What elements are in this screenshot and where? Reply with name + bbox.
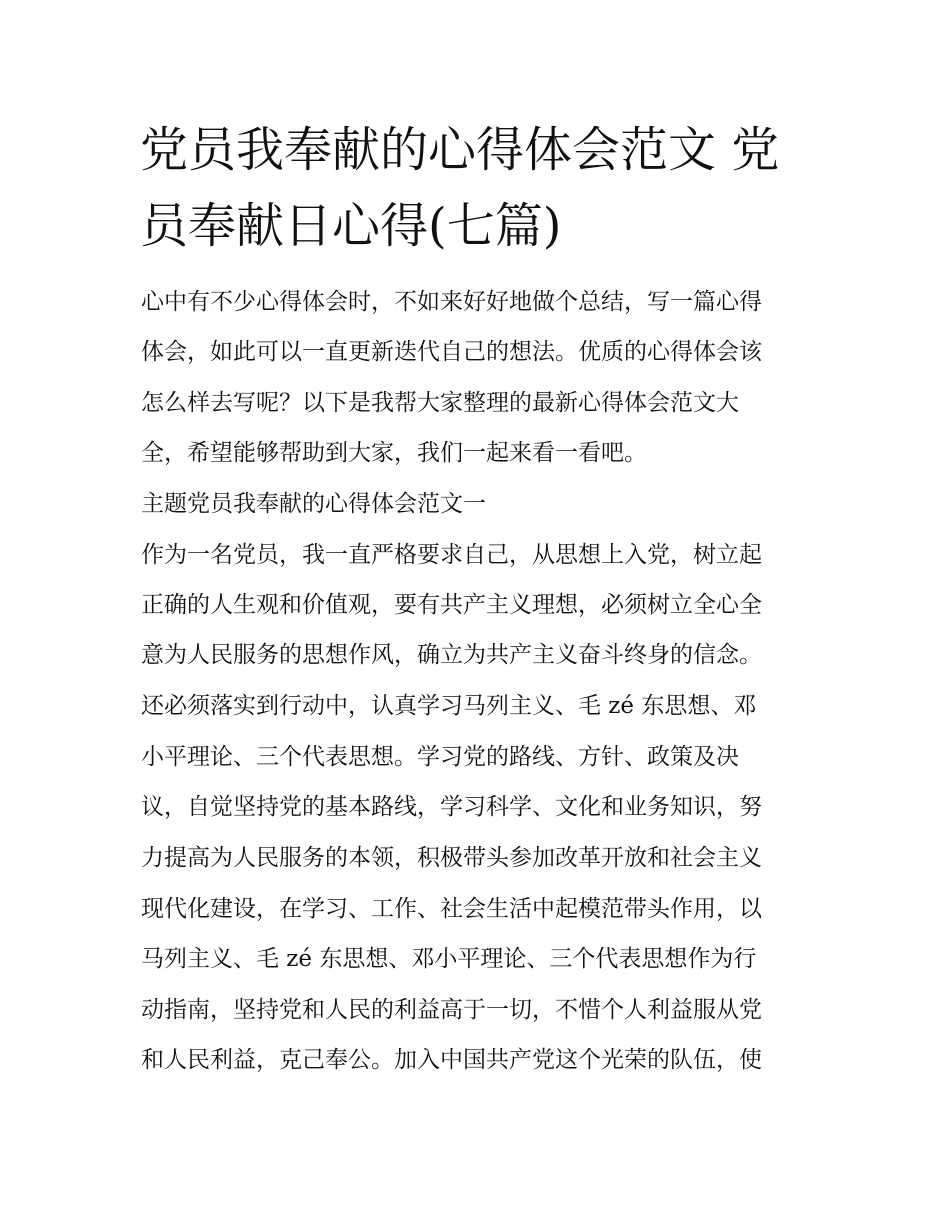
body-line: 全，希望能够帮助到大家，我们一起来看一看吧。 [141, 440, 647, 466]
title-line-2: 员奉献日心得(七篇) [140, 198, 562, 254]
body-line: 怎么样去写呢？以下是我帮大家整理的最新心得体会范文大 [141, 390, 739, 416]
body-line: 力提高为人民服务的本领，积极带头参加改革开放和社会主义 [141, 845, 762, 871]
body-line: 马列主义、毛 zé 东思想、邓小平理论、三个代表思想作为行 [141, 946, 757, 972]
body-line: 体会，如此可以一直更新迭代自己的想法。优质的心得体会该 [141, 339, 762, 365]
body-line: 正确的人生观和价值观，要有共产主义理想，必须树立全心全 [141, 592, 762, 618]
body-line: 小平理论、三个代表思想。学习党的路线、方针、政策及决 [141, 744, 739, 770]
body-line: 动指南，坚持党和人民的利益高于一切，不惜个人利益服从党 [141, 997, 762, 1023]
section-heading: 主题党员我奉献的心得体会范文一 [141, 491, 486, 517]
body-line: 意为人民服务的思想作风，确立为共产主义奋斗终身的信念。 [141, 642, 762, 668]
body-line: 和人民利益，克己奉公。加入中国共产党这个光荣的队伍，使 [141, 1047, 762, 1073]
body-line: 现代化建设，在学习、工作、社会生活中起模范带头作用，以 [141, 896, 762, 922]
body-line: 心中有不少心得体会时，不如来好好地做个总结，写一篇心得 [141, 289, 762, 315]
body-line: 还必须落实到行动中，认真学习马列主义、毛 zé 东思想、邓 [141, 693, 757, 719]
body-line: 议，自觉坚持党的基本路线，学习科学、文化和业务知识，努 [141, 794, 762, 820]
document-title [140, 112, 820, 264]
body-line: 作为一名党员，我一直严格要求自己，从思想上入党，树立起 [141, 542, 762, 568]
title-line-1: 党员我奉献的心得体会范文 党 [140, 122, 780, 178]
